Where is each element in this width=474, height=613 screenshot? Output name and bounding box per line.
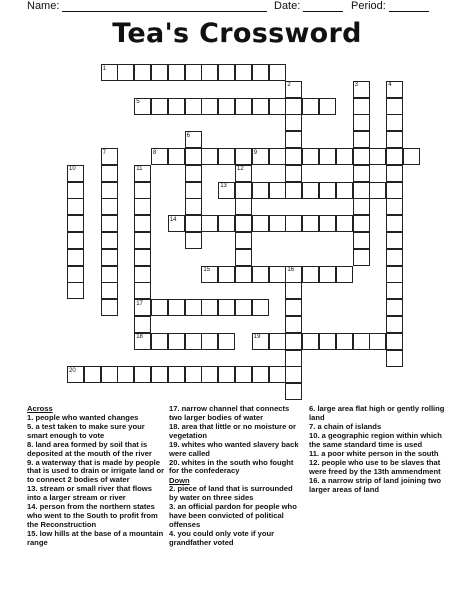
name-label: Name:: [27, 0, 60, 12]
grid-cell[interactable]: [269, 215, 286, 232]
grid-cell[interactable]: [269, 182, 286, 199]
grid-cell[interactable]: [218, 64, 235, 81]
grid-cell[interactable]: [285, 299, 302, 316]
grid-cell[interactable]: [218, 215, 235, 232]
clue-number: 15: [203, 267, 211, 274]
grid-cell[interactable]: [67, 232, 84, 249]
grid-cell[interactable]: [285, 131, 302, 148]
grid-cell[interactable]: [235, 366, 252, 383]
grid-cell[interactable]: [302, 182, 319, 199]
grid-cell[interactable]: [235, 64, 252, 81]
clue: 15. low hills at the base of a mountain range: [27, 528, 164, 547]
grid-cell[interactable]: [67, 215, 84, 232]
grid-cell[interactable]: [235, 98, 252, 115]
grid-cell[interactable]: [302, 148, 319, 165]
grid-cell[interactable]: [353, 249, 370, 266]
grid-cell[interactable]: [285, 114, 302, 131]
grid-cell[interactable]: [319, 148, 336, 165]
grid-cell[interactable]: [285, 366, 302, 383]
grid-cell[interactable]: [386, 98, 403, 115]
grid-cell[interactable]: [319, 266, 336, 283]
grid-cell[interactable]: [134, 232, 151, 249]
clue: 12. people who use to be slaves that were freed by the 13th ammendment: [309, 458, 441, 476]
grid-cell[interactable]: [369, 148, 386, 165]
grid-cell[interactable]: [319, 182, 336, 199]
grid-cell[interactable]: [252, 366, 269, 383]
clue: 9. a waterway that is made by people that is used to drain or irrigate land or to connect 2 bodies of water: [27, 457, 165, 485]
clue-column-3: [309, 405, 449, 495]
grid-cell[interactable]: [386, 114, 403, 131]
clue: 10. a geographic region within which the same standard time is used: [309, 431, 442, 449]
grid-cell[interactable]: [369, 182, 386, 199]
grid-cell[interactable]: [67, 266, 84, 283]
grid-cell[interactable]: [353, 198, 370, 215]
clue-number: 20: [69, 367, 76, 374]
clue-column-2: [169, 405, 301, 548]
grid-cell[interactable]: [185, 215, 202, 232]
clue-number: 5: [136, 99, 140, 106]
grid-cell[interactable]: [201, 98, 218, 115]
down-heading: Down: [169, 475, 190, 485]
grid-cell[interactable]: [285, 165, 302, 182]
across-heading: Across: [27, 404, 53, 413]
grid-cell[interactable]: [336, 215, 353, 232]
grid-cell[interactable]: [101, 366, 118, 383]
grid-cell[interactable]: [386, 249, 403, 266]
grid-cell[interactable]: [235, 232, 252, 249]
clue: 14. person from the northern states who went to the South to profit from the Reconstruction: [27, 502, 158, 529]
clue-number: 17: [136, 300, 143, 307]
grid-cell[interactable]: [101, 232, 118, 249]
grid-cell[interactable]: [386, 232, 403, 249]
grid-cell[interactable]: [285, 148, 302, 165]
grid-cell[interactable]: [101, 198, 118, 215]
grid-cell[interactable]: [269, 333, 286, 350]
grid-cell[interactable]: [185, 64, 202, 81]
clue-number: 6: [186, 132, 190, 139]
clue-number: 16: [287, 267, 295, 274]
grid-cell[interactable]: [151, 299, 168, 316]
grid-cell[interactable]: [117, 366, 134, 383]
grid-cell[interactable]: [235, 148, 252, 165]
grid-cell[interactable]: [151, 64, 168, 81]
grid-cell[interactable]: [235, 249, 252, 266]
grid-cell[interactable]: [201, 366, 218, 383]
grid-cell[interactable]: [134, 215, 151, 232]
clue: 17. narrow channel that connects two larger bodies of water: [169, 404, 290, 422]
clue-number: 9: [253, 149, 258, 156]
grid-cell[interactable]: [134, 282, 151, 299]
grid-cell[interactable]: [386, 282, 403, 299]
grid-cell[interactable]: [353, 148, 370, 165]
clue-number: 11: [136, 166, 143, 173]
grid-cell[interactable]: [201, 215, 218, 232]
grid-cell[interactable]: [101, 165, 118, 182]
grid-cell[interactable]: [285, 383, 302, 400]
grid-cell[interactable]: [67, 249, 84, 266]
grid-cell[interactable]: [185, 333, 202, 350]
clue: 7. a chain of islands: [309, 421, 382, 431]
clue: 11. a poor white person in the south: [309, 449, 439, 459]
grid-cell[interactable]: [168, 299, 185, 316]
grid-cell[interactable]: [218, 98, 235, 115]
clue: 5. a test taken to make sure your smart enough to vote: [27, 421, 145, 440]
grid-cell[interactable]: [336, 148, 353, 165]
grid-cell[interactable]: [302, 98, 319, 115]
grid-cell[interactable]: [353, 114, 370, 131]
grid-cell[interactable]: [185, 165, 202, 182]
grid-cell[interactable]: [386, 215, 403, 232]
clue-number: 2: [287, 82, 291, 89]
grid-cell[interactable]: [319, 333, 336, 350]
grid-cell[interactable]: [67, 182, 84, 199]
grid-cell[interactable]: [285, 182, 302, 199]
clue-number: 14: [169, 216, 177, 223]
grid-cell[interactable]: [319, 215, 336, 232]
grid-cell[interactable]: [386, 316, 403, 333]
grid-cell[interactable]: [235, 182, 252, 199]
grid-cell[interactable]: [67, 198, 84, 215]
grid-cell[interactable]: [285, 316, 302, 333]
grid-cell[interactable]: [201, 148, 218, 165]
clue: 18. area that little or no moisture or vegetation: [169, 421, 297, 440]
grid-cell[interactable]: [336, 182, 353, 199]
grid-cell[interactable]: [353, 333, 370, 350]
grid-cell[interactable]: [185, 366, 202, 383]
grid-cell[interactable]: [386, 299, 403, 316]
grid-cell[interactable]: [168, 148, 185, 165]
grid-cell[interactable]: [185, 198, 202, 215]
clue-number: 7: [102, 149, 106, 156]
grid-cell[interactable]: [285, 333, 302, 350]
grid-cell[interactable]: [218, 148, 235, 165]
grid-cell[interactable]: [134, 366, 151, 383]
grid-cell[interactable]: [269, 366, 286, 383]
clue-number: 18: [136, 334, 143, 341]
grid-cell[interactable]: [151, 333, 168, 350]
grid-cell[interactable]: [269, 64, 286, 81]
grid-cell[interactable]: [201, 299, 218, 316]
clue-number: 1: [102, 65, 106, 72]
grid-cell[interactable]: [235, 215, 252, 232]
clue: 20. whites in the south who fought for the confederacy: [169, 457, 294, 476]
grid-cell[interactable]: [353, 182, 370, 199]
clue-number: 3: [354, 82, 358, 89]
grid-cell[interactable]: [252, 215, 269, 232]
grid-cell[interactable]: [218, 366, 235, 383]
grid-cell[interactable]: [252, 98, 269, 115]
grid-cell[interactable]: [101, 249, 118, 266]
grid-cell[interactable]: [353, 232, 370, 249]
grid-cell[interactable]: [168, 98, 185, 115]
grid-cell[interactable]: [353, 98, 370, 115]
grid-cell[interactable]: [101, 299, 118, 316]
grid-cell[interactable]: [117, 64, 134, 81]
grid-cell[interactable]: [218, 299, 235, 316]
grid-cell[interactable]: [403, 148, 420, 165]
grid-cell[interactable]: [302, 333, 319, 350]
grid-cell[interactable]: [185, 232, 202, 249]
grid-cell[interactable]: [201, 64, 218, 81]
grid-cell[interactable]: [252, 64, 269, 81]
grid-cell[interactable]: [285, 215, 302, 232]
grid-cell[interactable]: [235, 299, 252, 316]
grid-cell[interactable]: [302, 215, 319, 232]
clue-number: 4: [388, 82, 392, 89]
grid-cell[interactable]: [185, 182, 202, 199]
clue-number: 19: [253, 334, 261, 341]
grid-cell[interactable]: [269, 98, 286, 115]
grid-cell[interactable]: [101, 266, 118, 283]
period-label: Period:: [351, 0, 386, 12]
grid-cell[interactable]: [252, 182, 269, 199]
grid-cell[interactable]: [386, 182, 403, 199]
clue: 8. land area formed by soil that is deposited at the mouth of the river: [27, 439, 152, 458]
grid-cell[interactable]: [101, 282, 118, 299]
page-title: Tea's Crossword: [112, 18, 362, 49]
grid-cell[interactable]: [269, 266, 286, 283]
grid-cell[interactable]: [353, 215, 370, 232]
grid-cell[interactable]: [185, 299, 202, 316]
grid-cell[interactable]: [353, 165, 370, 182]
grid-cell[interactable]: [235, 266, 252, 283]
grid-cell[interactable]: [151, 366, 168, 383]
grid-cell[interactable]: [369, 333, 386, 350]
grid-cell[interactable]: [134, 249, 151, 266]
clue: 16. a narrow strip of land joining two larger areas of land: [309, 476, 442, 494]
grid-cell[interactable]: [134, 266, 151, 283]
grid-cell[interactable]: [285, 350, 302, 367]
grid-cell[interactable]: [336, 333, 353, 350]
grid-cell[interactable]: [386, 266, 403, 283]
grid-cell[interactable]: [134, 198, 151, 215]
grid-cell[interactable]: [168, 64, 185, 81]
clue-number: 8: [153, 149, 157, 156]
grid-cell[interactable]: [353, 131, 370, 148]
grid-cell[interactable]: [285, 282, 302, 299]
clue-number: 10: [69, 166, 76, 173]
grid-cell[interactable]: [101, 215, 118, 232]
grid-cell[interactable]: [185, 98, 202, 115]
grid-cell[interactable]: [201, 333, 218, 350]
clue: 19. whites who wanted slavery back were called: [169, 439, 299, 458]
grid-cell[interactable]: [302, 266, 319, 283]
grid-cell[interactable]: [269, 148, 286, 165]
clue: 3. an official pardon for people who have been convicted of political offenses: [169, 502, 297, 529]
grid-cell[interactable]: [336, 266, 353, 283]
grid-cell[interactable]: [168, 333, 185, 350]
grid-cell[interactable]: [235, 198, 252, 215]
clue-number: 12: [237, 166, 244, 173]
clue-column-1: [27, 405, 165, 548]
clue: 4. you could only vote if your grandfather voted: [169, 528, 275, 547]
grid-cell[interactable]: [386, 148, 403, 165]
date-label: Date:: [274, 0, 301, 12]
grid-cell[interactable]: [285, 98, 302, 115]
grid-cell[interactable]: [134, 182, 151, 199]
grid-cell[interactable]: [134, 316, 151, 333]
clue: 1. people who wanted changes: [27, 412, 139, 422]
clue: 6. large area flat high or gently rolling land: [309, 404, 445, 422]
grid-cell[interactable]: [101, 182, 118, 199]
grid-cell[interactable]: [386, 131, 403, 148]
grid-cell[interactable]: [185, 148, 202, 165]
grid-cell[interactable]: [386, 333, 403, 350]
grid-cell[interactable]: [218, 266, 235, 283]
grid-cell[interactable]: [386, 350, 403, 367]
clue: 2. piece of land that is surrounded by water on three sides: [169, 484, 293, 503]
grid-cell[interactable]: [252, 299, 269, 316]
grid-cell[interactable]: [319, 98, 336, 115]
grid-cell[interactable]: [134, 64, 151, 81]
clue: 13. stream or small river that flows into a larger stream or river: [27, 484, 152, 503]
grid-cell[interactable]: [84, 366, 101, 383]
grid-cell[interactable]: [151, 98, 168, 115]
grid-cell[interactable]: [386, 198, 403, 215]
grid-cell[interactable]: [218, 333, 235, 350]
grid-cell[interactable]: [67, 282, 84, 299]
grid-cell[interactable]: [386, 165, 403, 182]
grid-cell[interactable]: [168, 366, 185, 383]
grid-cell[interactable]: [252, 266, 269, 283]
clue-number: 13: [220, 183, 227, 190]
